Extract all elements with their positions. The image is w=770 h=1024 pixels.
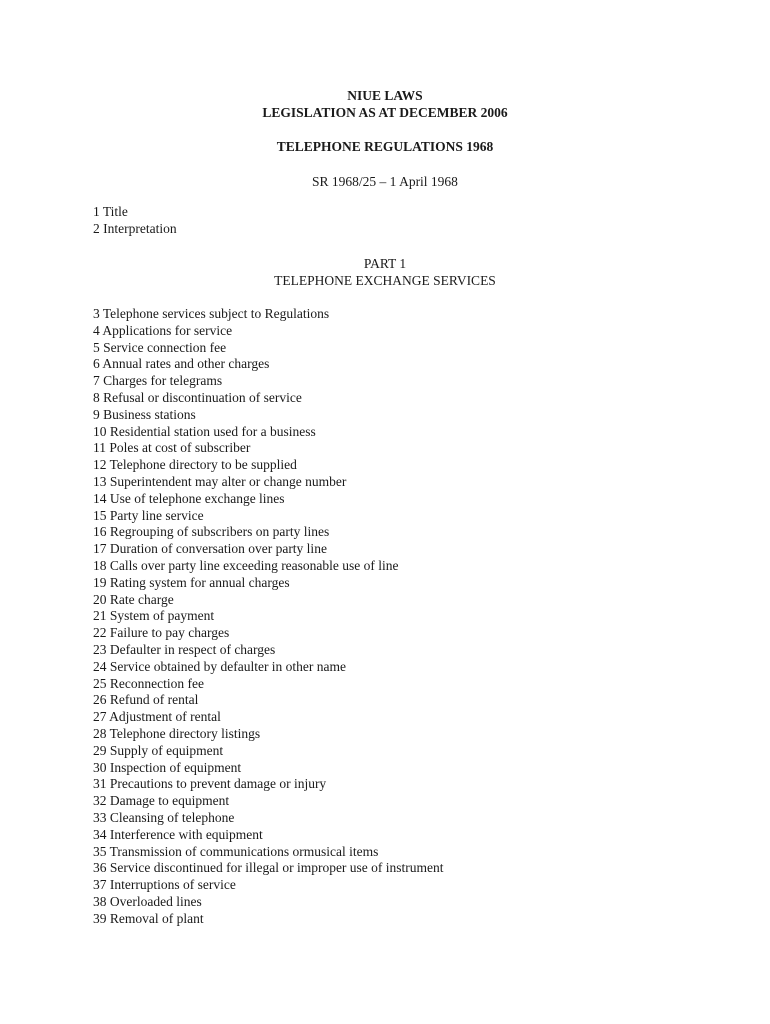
toc-item: 17 Duration of conversation over party line — [93, 541, 327, 557]
document-header — [0, 88, 770, 190]
toc-item: 10 Residential station used for a business — [93, 423, 316, 439]
toc-item: 33 Cleansing of telephone — [93, 809, 235, 825]
toc-item: 27 Adjustment of rental — [93, 709, 221, 725]
toc-item: 34 Interference with equipment — [93, 826, 263, 842]
toc-item: 19 Rating system for annual charges — [93, 574, 290, 590]
toc-item: 15 Party line service — [93, 507, 204, 523]
toc-item: 26 Refund of rental — [93, 692, 199, 708]
toc-item: 4 Applications for service — [93, 322, 233, 338]
toc-item: 7 Charges for telegrams — [93, 373, 223, 389]
toc-item: 18 Calls over party line exceeding reasonable use of line — [93, 557, 399, 573]
toc-item: 8 Refusal or discontinuation of service — [93, 389, 302, 405]
toc-item: 12 Telephone directory to be supplied — [93, 457, 297, 473]
toc-item: 39 Removal of plant — [93, 910, 204, 926]
toc-item: 20 Rate charge — [93, 591, 174, 607]
toc-item: 30 Inspection of equipment — [93, 759, 242, 775]
toc-item: 5 Service connection fee — [93, 339, 227, 355]
document-title: TELEPHONE REGULATIONS 1968 — [276, 139, 494, 154]
toc-item: 1 Title — [93, 204, 128, 219]
toc-item: 35 Transmission of communications ormusical items — [93, 843, 379, 859]
statutory-reference: SR 1968/25 – 1 April 1968 — [312, 173, 458, 189]
toc-item: 29 Supply of equipment — [93, 742, 224, 758]
toc-item: 16 Regrouping of subscribers on party lines — [93, 524, 330, 540]
toc-item: 13 Superintendent may alter or change number — [93, 473, 347, 489]
toc-item: 21 System of payment — [93, 608, 215, 624]
part-heading — [0, 256, 770, 289]
toc-item: 6 Annual rates and other charges — [93, 356, 270, 372]
toc-item: 14 Use of telephone exchange lines — [93, 490, 285, 506]
toc-item: 37 Interruptions of service — [93, 877, 236, 893]
toc-item: 2 Interpretation — [93, 220, 177, 236]
toc-item: 32 Damage to equipment — [93, 793, 230, 809]
part-name: TELEPHONE EXCHANGE SERVICES — [274, 272, 496, 288]
toc-item: 9 Business stations — [93, 406, 196, 422]
toc-item: 11 Poles at cost of subscriber — [93, 440, 251, 456]
toc-item: 23 Defaulter in respect of charges — [93, 641, 276, 657]
part-number: PART 1 — [363, 256, 407, 271]
toc-item: 24 Service obtained by defaulter in other name — [93, 658, 347, 674]
table-of-contents — [93, 306, 444, 927]
toc-item: 28 Telephone directory listings — [93, 725, 261, 741]
toc-item: 3 Telephone services subject to Regulations — [93, 306, 330, 321]
toc-item: 25 Reconnection fee — [93, 675, 204, 691]
toc-item: 36 Service discontinued for illegal or improper use of instrument — [93, 860, 444, 876]
preliminary-sections — [93, 204, 177, 238]
toc-item: 31 Precautions to prevent damage or injury — [93, 776, 327, 792]
toc-item: 38 Overloaded lines — [93, 893, 202, 909]
toc-item: 22 Failure to pay charges — [93, 625, 230, 641]
legislation-date-heading: LEGISLATION AS AT DECEMBER 2006 — [262, 104, 508, 120]
jurisdiction-heading: NIUE LAWS — [347, 88, 423, 103]
